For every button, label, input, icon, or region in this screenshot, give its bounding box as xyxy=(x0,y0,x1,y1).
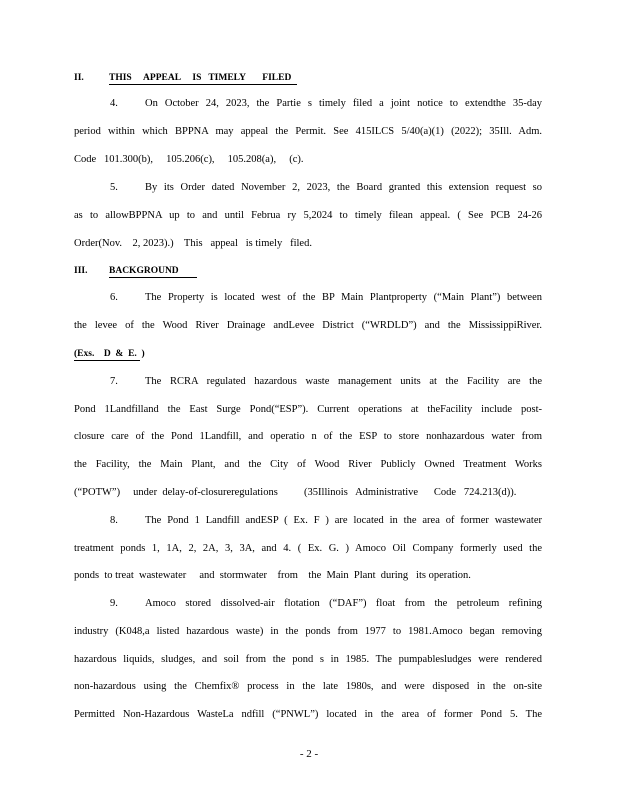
paragraph-7-line-4: the Facility, the Main Plant, and the City of Wood River Publicly Owned Treatment Works xyxy=(74,459,542,470)
text-line: On October 24, 2023, the Partie s timely filed a joint notice to extendthe 35-day xyxy=(145,98,542,109)
exhibit-underline xyxy=(74,360,140,361)
paragraph-number: 4. xyxy=(110,98,118,109)
paragraph-7-line-3: closure care of the Pond 1Landfill, and operatio n of the ESP to store nonhazardous water from xyxy=(74,431,542,442)
paragraph-number: 5. xyxy=(110,182,118,193)
section-title: THIS APPEAL IS TIMELY FILED xyxy=(109,73,292,83)
paragraph-9-line-1 xyxy=(110,597,542,611)
paragraph-8-line-1 xyxy=(110,514,542,528)
paragraph-7-line-1 xyxy=(110,375,542,389)
paragraph-6-line-3: (Exs. D & E. ) xyxy=(74,349,145,359)
paragraph-6-line-1 xyxy=(110,291,542,305)
text-line: The RCRA regulated hazardous waste management units at the Facility are the xyxy=(145,376,542,387)
section-number: III. xyxy=(74,266,88,276)
paragraph-9-line-2: industry (K048,a listed hazardous waste) in the ponds from 1977 to 1981.Amoco began removing xyxy=(74,626,542,637)
paragraph-5-line-3: Order(Nov. 2, 2023).) This appeal is timely filed. xyxy=(74,238,312,249)
paragraph-9-line-3: hazardous liquids, sludges, and soil from the pond s in 1985. The pumpablesludges were rendered xyxy=(74,654,542,665)
paragraph-number: 9. xyxy=(110,598,118,609)
paragraph-4-line-3: Code 101.300(b), 105.206(c), 105.208(a), (c). xyxy=(74,154,304,165)
paragraph-4-line-2: period within which BPPNA may appeal the Permit. See 415ILCS 5/40(a)(1) (2022); 35Ill. Adm. xyxy=(74,126,542,137)
paragraph-number: 8. xyxy=(110,515,118,526)
paragraph-7-line-2: Pond 1Landfilland the East Surge Pond(“ESP”). Current operations at theFacility include post- xyxy=(74,404,542,415)
text-line: Amoco stored dissolved-air flotation (“DAF”) float from the petroleum refining xyxy=(145,598,542,609)
paragraph-4-line-1 xyxy=(110,97,542,111)
paragraph-number: 7. xyxy=(110,376,118,387)
paragraph-5-line-2: as to allowBPPNA up to and until Februa ry 5,2024 to timely filean appeal. ( See PCB 24-26 xyxy=(74,210,542,221)
text-line: The Pond 1 Landfill andESP ( Ex. F ) are located in the area of former wastewater xyxy=(145,515,542,526)
heading-underline xyxy=(109,84,297,85)
section-number: II. xyxy=(74,73,84,83)
paragraph-9-line-5: Permitted Non-Hazardous WasteLa ndfill (“PNWL”) located in the area of former Pond 5. The xyxy=(74,709,542,720)
section-heading-iii xyxy=(74,266,274,280)
heading-underline xyxy=(109,277,197,278)
section-heading-ii xyxy=(74,73,374,87)
paragraph-6-line-2: the levee of the Wood River Drainage andLevee District (“WRDLD”) and the MississippiRiver. xyxy=(74,320,542,331)
paragraph-8-line-2: treatment ponds 1, 1A, 2, 2A, 3, 3A, and 4. ( Ex. G. ) Amoco Oil Company formerly used the xyxy=(74,543,542,554)
text-line: The Property is located west of the BP Main Plantproperty (“Main Plant”) between xyxy=(145,292,542,303)
paragraph-7-line-5: (“POTW”) under delay-of-closureregulations (35Illinois Administrative Code 724.213(d)). xyxy=(74,487,517,498)
section-title: BACKGROUND xyxy=(109,266,179,276)
page-number: - 2 - xyxy=(299,748,319,760)
text-line: By its Order dated November 2, 2023, the Board granted this extension request so xyxy=(145,182,542,193)
paragraph-8-line-3: ponds to treat wastewater and stormwater from the Main Plant during its operation. xyxy=(74,570,471,581)
paragraph-number: 6. xyxy=(110,292,118,303)
paragraph-9-line-4: non-hazardous using the Chemfix® process in the late 1980s, and were disposed in the on-site xyxy=(74,681,542,692)
paragraph-5-line-1 xyxy=(110,181,542,195)
